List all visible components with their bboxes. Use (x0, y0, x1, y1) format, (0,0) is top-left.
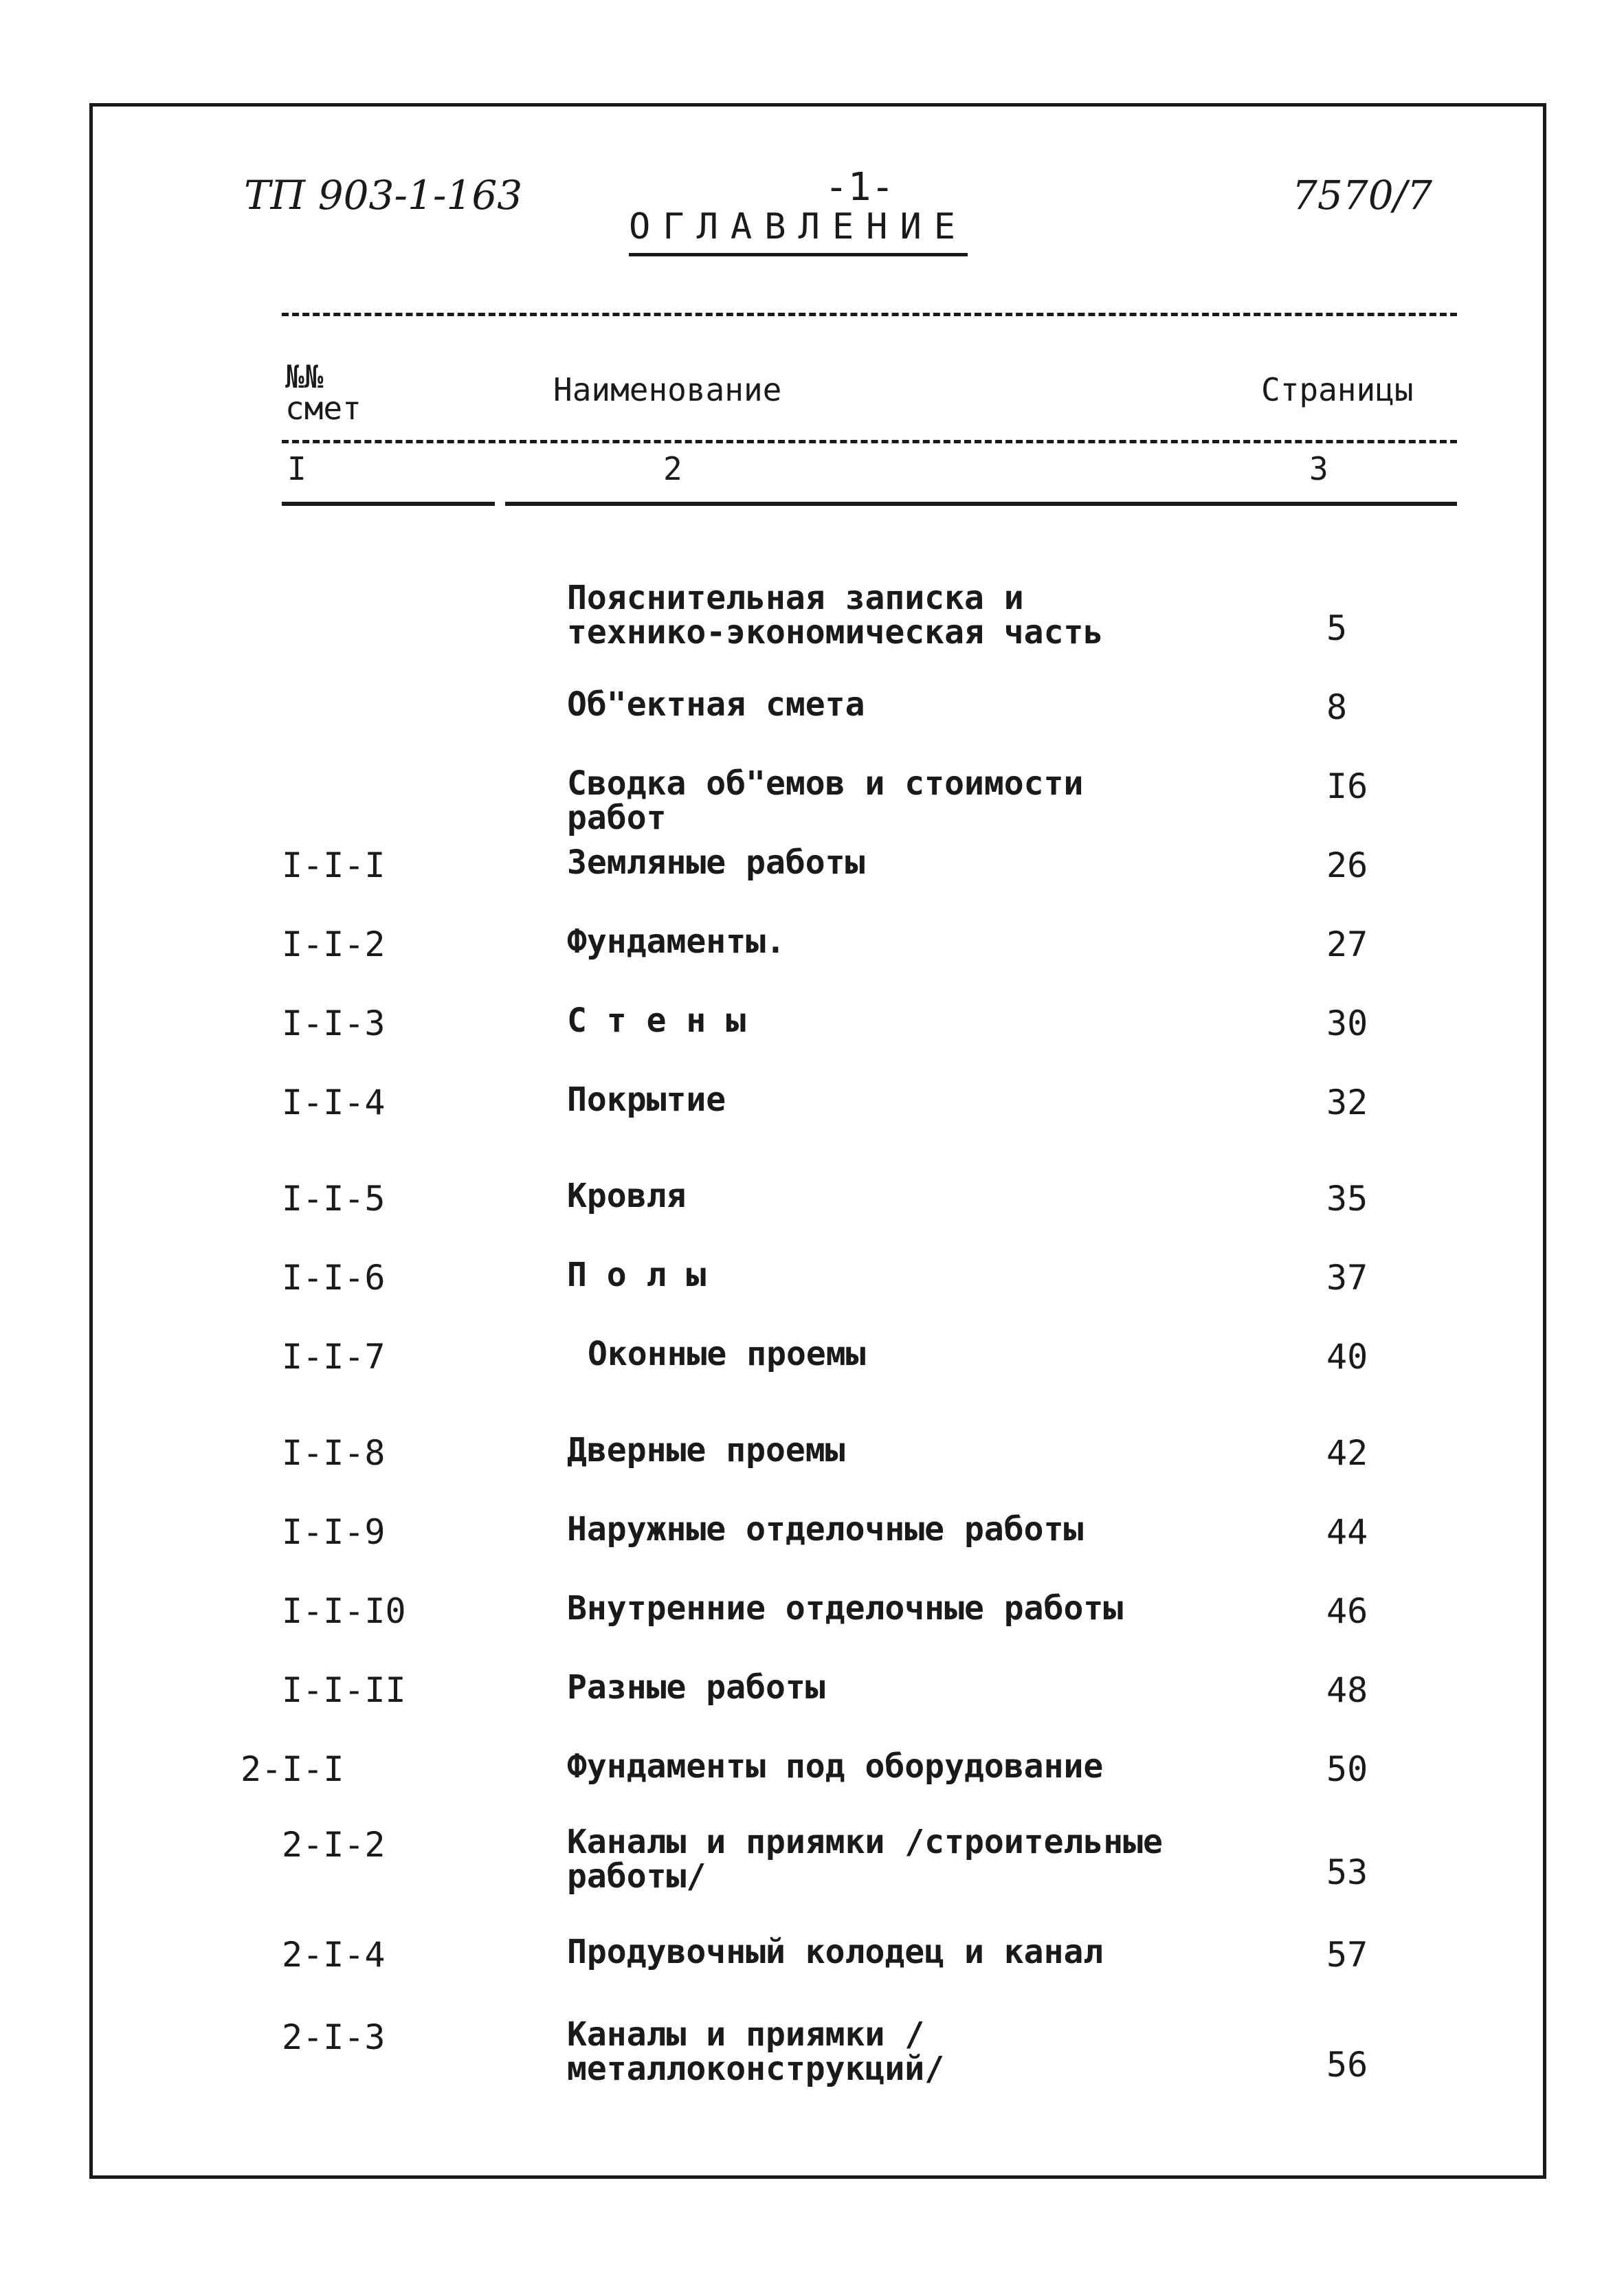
row-name: Каналы и приямки /строительные работы/ (567, 1823, 1163, 1896)
row-page-number: 37 (1326, 1258, 1368, 1298)
row-estimate-code: I-I-6 (282, 1258, 386, 1298)
row-page-number: 46 (1326, 1591, 1368, 1631)
row-name: Каналы и приямки /металлоконструкций/ (567, 2015, 945, 2089)
row-name: Фундаменты. (567, 922, 786, 961)
row-name: Фундаменты под оборудование (567, 1747, 1104, 1786)
row-page-number: I6 (1326, 766, 1368, 806)
column-number-3: 3 (1309, 450, 1328, 487)
row-name: Наружные отделочные работы (567, 1510, 1084, 1549)
page-title: ОГЛАВЛЕНИЕ (629, 206, 968, 256)
row-estimate-code: I-I-9 (282, 1512, 386, 1552)
row-name: Сводка об"емов и стоимости работ (567, 764, 1084, 838)
page-number: -1- (825, 165, 895, 210)
row-estimate-code: I-I-II (282, 1670, 406, 1710)
row-name: Об"ектная смета (567, 685, 865, 724)
row-page-number: 26 (1326, 845, 1368, 885)
table-top-divider (282, 313, 1457, 316)
row-name: Земляные работы (567, 843, 865, 882)
header-bottom-rule-2 (505, 502, 1457, 506)
header-bottom-rule-1 (282, 502, 495, 506)
row-estimate-code: 2-I-I (241, 1749, 344, 1789)
row-estimate-code: 2-I-4 (282, 1935, 386, 1975)
row-estimate-code: I-I-5 (282, 1179, 386, 1219)
row-estimate-code: I-I-8 (282, 1433, 386, 1473)
row-name: Внутренние отделочные работы (567, 1589, 1124, 1628)
row-page-number: 30 (1326, 1004, 1368, 1043)
row-page-number: 40 (1326, 1337, 1368, 1377)
row-estimate-code: I-I-2 (282, 924, 386, 964)
column-number-2: 2 (663, 450, 682, 487)
row-name: Оконные проемы (588, 1335, 866, 1373)
column-header-estimate-no: №№ смет (285, 358, 361, 427)
row-page-number: 44 (1326, 1512, 1368, 1552)
header-divider (282, 440, 1457, 443)
row-name: Разные работы (567, 1668, 825, 1707)
column-number-1: I (287, 450, 307, 487)
row-name: Покрытие (567, 1080, 726, 1119)
row-name: Дверные проемы (567, 1431, 845, 1470)
row-page-number: 53 (1326, 1852, 1368, 1892)
row-page-number: 27 (1326, 924, 1368, 964)
row-estimate-code: I-I-I0 (282, 1591, 406, 1631)
row-page-number: 8 (1326, 687, 1348, 727)
column-header-pages: Страницы (1261, 371, 1414, 408)
sheet-number: 7570/7 (1292, 172, 1433, 219)
row-page-number: 48 (1326, 1670, 1368, 1710)
row-estimate-code: I-I-7 (282, 1337, 386, 1377)
row-page-number: 5 (1326, 608, 1348, 648)
row-estimate-code: I-I-3 (282, 1004, 386, 1043)
document-code: ТП 903-1-163 (244, 172, 523, 219)
row-page-number: 50 (1326, 1749, 1368, 1789)
row-name: Пояснительная записка и технико-экономическая часть (567, 579, 1104, 652)
row-name: П о л ы (567, 1256, 707, 1294)
row-name: Кровля (567, 1177, 687, 1215)
column-header-name: Наименование (553, 371, 782, 408)
row-page-number: 42 (1326, 1433, 1368, 1473)
row-estimate-code: I-I-I (282, 845, 386, 885)
row-name: С т е н ы (567, 1001, 746, 1040)
row-page-number: 35 (1326, 1179, 1368, 1219)
row-page-number: 56 (1326, 2045, 1368, 2085)
row-estimate-code: 2-I-2 (282, 1825, 386, 1865)
row-page-number: 57 (1326, 1935, 1368, 1975)
row-estimate-code: I-I-4 (282, 1083, 386, 1122)
row-estimate-code: 2-I-3 (282, 2017, 386, 2057)
row-page-number: 32 (1326, 1083, 1368, 1122)
row-name: Продувочный колодец и канал (567, 1933, 1104, 1971)
